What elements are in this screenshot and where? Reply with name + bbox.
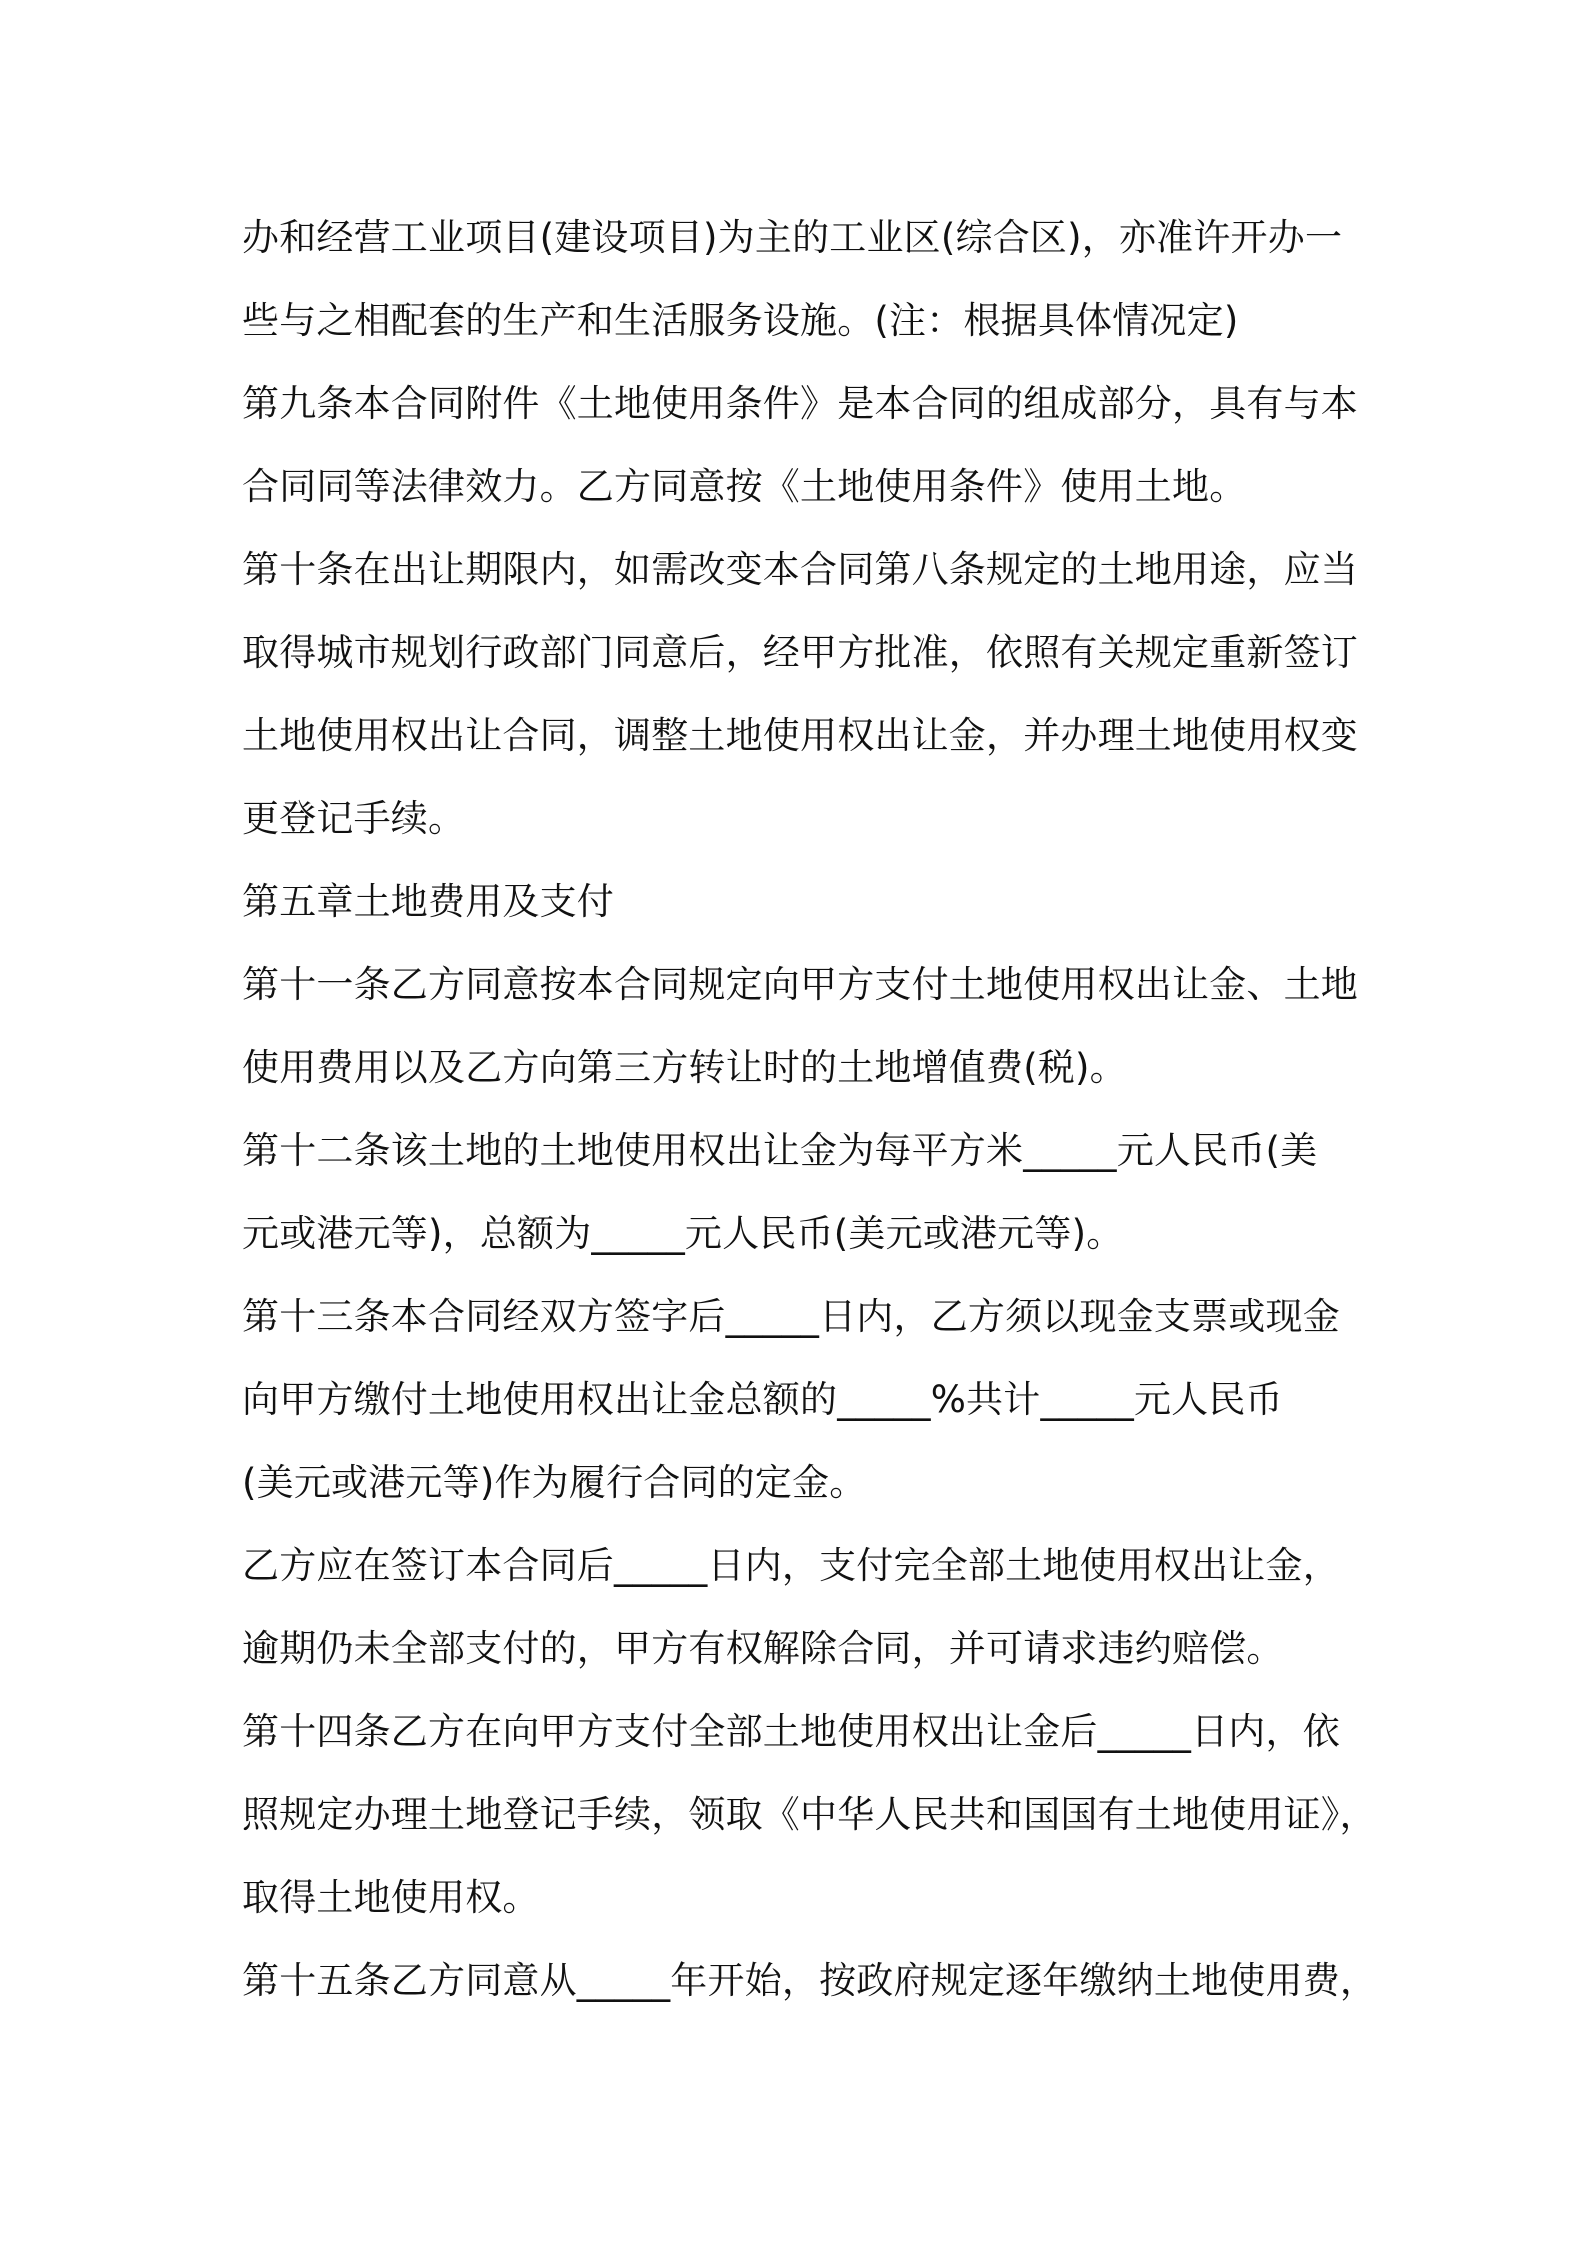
text-line: 第十三条本合同经双方签字后_____日内，乙方须以现金支票或现金 [242, 1295, 1340, 1338]
chapter-heading: 第五章土地费用及支付 [242, 880, 614, 923]
text-line: 乙方应在签订本合同后_____日内，支付完全部土地使用权出让金， [242, 1544, 1340, 1587]
text-line: 第十一条乙方同意按本合同规定向甲方支付土地使用权出让金、土地 [242, 963, 1358, 1006]
text-line: 更登记手续。 [242, 797, 466, 840]
text-line: 第十二条该土地的土地使用权出让金为每平方米_____元人民币(美 [242, 1129, 1318, 1172]
text-line: (美元或港元等)作为履行合同的定金。 [242, 1461, 867, 1504]
text-line: 第十条在出让期限内，如需改变本合同第八条规定的土地用途，应当 [242, 548, 1358, 591]
text-line: 使用费用以及乙方向第三方转让时的土地增值费(税)。 [242, 1046, 1127, 1089]
text-line: 元或港元等)，总额为_____元人民币(美元或港元等)。 [242, 1212, 1124, 1255]
text-line: 合同同等法律效力。乙方同意按《土地使用条件》使用土地。 [242, 465, 1247, 508]
text-line: 取得城市规划行政部门同意后，经甲方批准，依照有关规定重新签订 [242, 631, 1358, 674]
text-line: 办和经营工业项目(建设项目)为主的工业区(综合区)，亦准许开办一 [242, 216, 1343, 259]
text-line: 向甲方缴付土地使用权出让金总额的_____%共计_____元人民币 [242, 1378, 1283, 1421]
text-line: 第十五条乙方同意从_____年开始，按政府规定逐年缴纳土地使用费， [242, 1959, 1378, 2002]
text-line: 第十四条乙方在向甲方支付全部土地使用权出让金后_____日内，依 [242, 1710, 1340, 1753]
text-line: 些与之相配套的生产和生活服务设施。(注：根据具体情况定) [242, 299, 1239, 342]
text-line: 照规定办理土地登记手续，领取《中华人民共和国国有土地使用证》， [242, 1793, 1377, 1836]
text-line: 第九条本合同附件《土地使用条件》是本合同的组成部分，具有与本 [242, 382, 1358, 425]
text-line: 逾期仍未全部支付的，甲方有权解除合同，并可请求违约赔偿。 [242, 1627, 1284, 1670]
text-line: 取得土地使用权。 [242, 1876, 540, 1919]
text-line: 土地使用权出让合同，调整土地使用权出让金，并办理土地使用权变 [242, 714, 1358, 757]
document-body [242, 196, 1382, 2022]
